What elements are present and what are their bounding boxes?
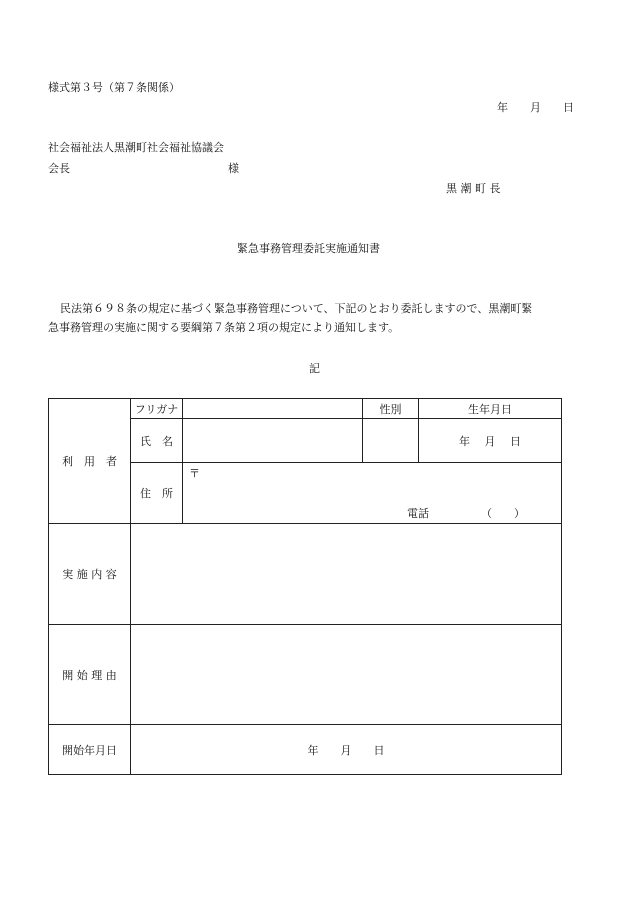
start-date-label: 開始年月日 — [49, 725, 131, 775]
ki-label: 記 — [309, 362, 320, 375]
name-field[interactable] — [183, 419, 363, 463]
dob-label: 生年月日 — [419, 399, 562, 419]
form-number: 様式第３号（第７条関係） — [48, 81, 180, 94]
phone-label: 電話 — [407, 507, 429, 520]
notification-form-table — [48, 398, 562, 775]
body-line-1: 民法第６９８条の規定に基づく緊急事務管理について、下記のとおり委託しますので、黒潮町緊 — [60, 302, 533, 315]
date-line: 年 月 日 — [497, 101, 574, 114]
phone-parens[interactable]: （ ） — [481, 507, 525, 520]
addressee-honorific: 様 — [228, 162, 239, 175]
content-field[interactable] — [131, 524, 562, 625]
addressee-organization: 社会福祉法人黒潮町社会福祉協議会 — [48, 141, 224, 154]
gender-field[interactable] — [363, 419, 419, 463]
furigana-label: フリガナ — [131, 399, 183, 419]
sender: 黒 潮 町 長 — [446, 182, 501, 195]
address-label: 住 所 — [131, 463, 183, 524]
name-label: 氏 名 — [131, 419, 183, 463]
body-line-2: 急事務管理の実施に関する要綱第７条第２項の規定により通知します。 — [48, 321, 400, 334]
reason-label: 開 始 理 由 — [49, 625, 131, 725]
dob-value[interactable]: 年 月 日 — [419, 419, 562, 463]
document-title: 緊急事務管理委託実施通知書 — [237, 242, 380, 255]
content-label: 実 施 内 容 — [49, 524, 131, 625]
postal-mark: 〒 — [189, 467, 200, 480]
reason-field[interactable] — [131, 625, 562, 725]
furigana-field[interactable] — [183, 399, 363, 419]
address-field[interactable] — [183, 463, 562, 524]
addressee-title: 会長 — [48, 162, 70, 175]
gender-label: 性別 — [363, 399, 419, 419]
start-date-value[interactable]: 年 月 日 — [131, 725, 562, 775]
user-label: 利 用 者 — [49, 399, 131, 524]
